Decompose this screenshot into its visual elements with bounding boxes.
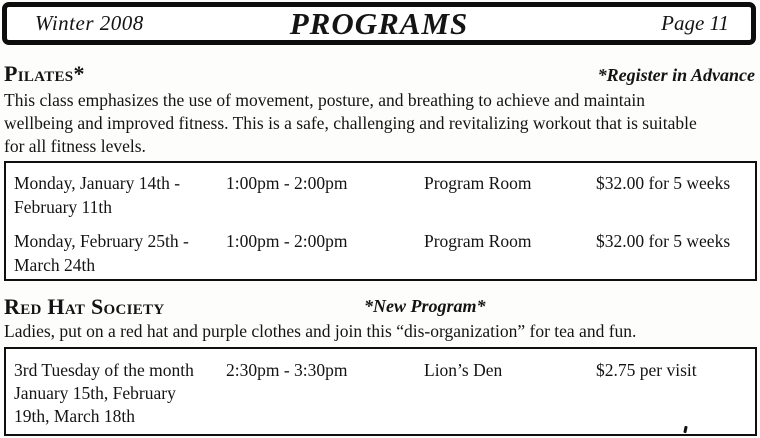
pilates-heading: Pilates* <box>4 61 85 86</box>
cell-price: $32.00 for 5 weeks <box>596 231 731 251</box>
header-banner <box>2 2 756 45</box>
section-red-hat-society <box>4 296 755 436</box>
pilates-heading-row <box>4 63 755 86</box>
table-row <box>6 349 755 432</box>
table-row <box>6 163 755 221</box>
pilates-schedule-table <box>4 161 757 281</box>
red-hat-heading: Red Hat Society <box>4 294 165 319</box>
page-title: PROGRAMS <box>289 5 469 41</box>
register-in-advance-note: *Register in Advance <box>597 65 755 85</box>
red-hat-schedule-table <box>4 347 757 436</box>
cell-location: Lion’s Den <box>424 360 503 380</box>
new-program-note: *New Program* <box>364 296 486 316</box>
cell-date: Monday, January 14th - February 11th <box>14 173 181 217</box>
description-line: This class emphasizes the use of movement, posture, and breathing to achieve and maintain <box>4 90 645 110</box>
red-hat-heading-row <box>4 296 755 318</box>
description-line: wellbeing and improved fitness. This is a safe, challenging and revitalizing workout that is suitable <box>4 113 697 133</box>
cell-price: $32.00 for 5 weeks <box>596 173 731 193</box>
page-content <box>4 46 755 436</box>
cell-time: 1:00pm - 2:00pm <box>226 231 348 251</box>
cell-price: $2.75 per visit <box>596 360 697 380</box>
issue-label: Winter 2008 <box>35 11 144 35</box>
page-number: Page 11 <box>661 11 729 35</box>
table-row <box>6 221 755 279</box>
red-hat-description <box>4 320 755 343</box>
section-pilates <box>4 63 755 281</box>
description-line: for all fitness levels. <box>4 136 146 156</box>
cell-date: 3rd Tuesday of the month January 15th, February 19th, March 18th <box>14 360 194 426</box>
cell-time: 1:00pm - 2:00pm <box>226 173 348 193</box>
cell-time: 2:30pm - 3:30pm <box>226 360 348 380</box>
description-line: Ladies, put on a red hat and purple clothes and join this “dis-organization” for tea and fun. <box>4 321 637 341</box>
cell-location: Program Room <box>424 231 532 251</box>
cell-date: Monday, February 25th - March 24th <box>14 231 189 275</box>
cell-location: Program Room <box>424 173 532 193</box>
pilates-description <box>4 89 755 158</box>
